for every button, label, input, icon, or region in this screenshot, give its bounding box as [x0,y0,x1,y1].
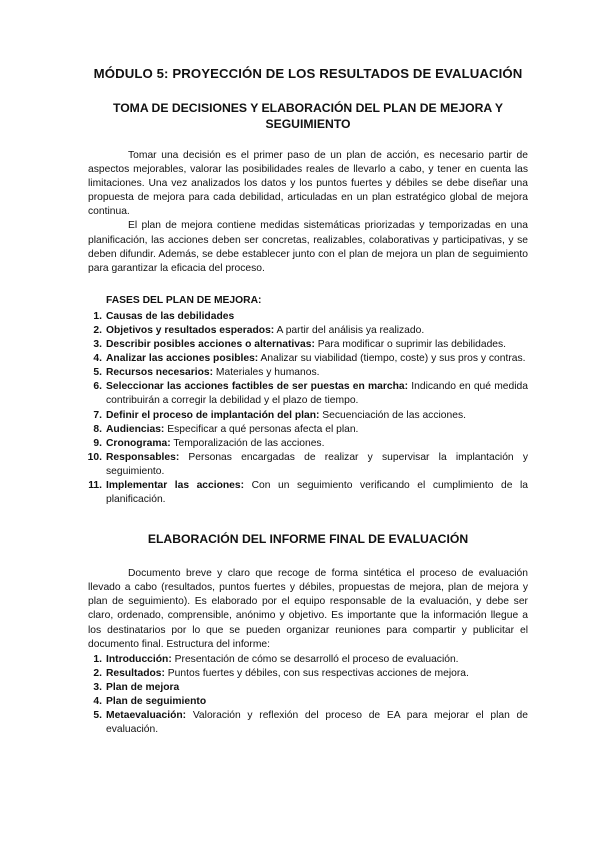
paragraph: El plan de mejora contiene medidas sistemáticas priorizadas y temporizadas en una planificación, las acciones deben ser concretas, realizables, colaborativas y participativas, y se deben difundir. Además, se debe establecer junto con el plan de mejora un plan de seguimiento para garantizar la eficacia del proceso. [88,220,528,274]
list-item [88,366,528,380]
list-term: Audiencias: [106,423,165,435]
page-title: MÓDULO 5: PROYECCIÓN DE LOS RESULTADOS DE EVALUACIÓN [93,66,523,81]
list-number: 11. [88,479,102,491]
list-term: Cronograma: [106,437,171,449]
list-term: Resultados: [106,667,165,679]
list-item [88,352,528,366]
list-term: Recursos necesarios: [106,367,214,379]
list-term: Plan de seguimiento [106,696,207,707]
list-desc: Para modificar o suprimir las debilidades. [314,339,507,351]
list-term: Causas de las debilidades [106,310,235,322]
list-desc: Secuenciación de las acciones. [319,409,466,421]
list-number: 9. [93,437,102,449]
list-number: 4. [93,353,102,365]
list-item [88,338,528,352]
list-item [88,451,528,479]
list-term: Objetivos y resultados esperados: [106,324,275,336]
list-desc: Indicando en qué medida contribuirán a corregir la debilidad y el plazo de tiempo. [106,381,528,407]
list-item [88,681,528,695]
fases-title: FASES DEL PLAN DE MEJORA: [106,294,262,306]
section-heading-informe-final: ELABORACIÓN DEL INFORME FINAL DE EVALUACIÓN [147,532,469,547]
list-item [88,423,528,437]
list-term: Seleccionar las acciones factibles de ser puestas en marcha: [106,381,409,393]
list-desc: Analizar su viabilidad (tiempo, coste) y sus pros y contras. [258,353,526,365]
list-number: 10. [87,451,102,463]
list-desc: Puntos fuertes y débiles, con sus respectivas acciones de mejora. [164,667,469,679]
list-item [88,695,528,709]
list-desc: Personas encargadas de realizar y supervisar la implantación y seguimiento. [106,451,528,477]
list-item [88,324,528,338]
list-desc: Temporalización de las acciones. [170,437,325,449]
list-term: Implementar las acciones: [106,479,245,491]
paragraph: Tomar una decisión es el primer paso de un plan de acción, es necesario partir de aspectos mejorables, valorar las posibilidades reales de llevarlo a cabo, y tener en cuenta las limitaciones. Una vez analizados los datos y los puntos fuertes y débiles se debe diseñar una propuesta de mejora para cada debilidad, articuladas en un plan estratégico global de mejora continua. [88,150,528,218]
list-number: 3. [93,339,102,351]
list-number: 3. [93,681,102,693]
list-item [88,310,528,324]
fases-list [88,310,528,507]
list-item [88,437,528,451]
list-term: Responsables: [106,451,180,463]
list-number: 4. [93,696,102,707]
list-desc: Materiales y humanos. [213,367,320,379]
list-number: 2. [93,667,102,679]
paragraph: Documento breve y claro que recoge de forma sintética el proceso de evaluación llevado a cabo (resultados, puntos fuertes y débiles, propuestas de mejora, plan de mejora y plan de seguimiento). Es elaborado por el equipo responsable de la evaluación, y debe ser claro, ordenado, comprensible, anónimo y objetivo. Es importante que la información llegue a los destinatarios por lo que se pueden organizar reuniones para compartir y publicitar el documento final. Estructura del informe: [88,568,528,650]
list-desc: Con un seguimiento verificando el cumplimiento de la planificación. [106,479,528,506]
list-number: 6. [93,381,102,393]
list-item [88,667,528,681]
list-term: Metaevaluación: [106,710,187,722]
list-item [88,479,528,507]
list-item [88,380,528,408]
list-term: Introducción: [106,653,172,665]
list-term: Plan de mejora [106,681,180,693]
list-desc: A partir del análisis ya realizado. [274,324,425,336]
list-number: 5. [93,367,102,379]
list-desc: Presentación de cómo se desarrolló el proceso de evaluación. [171,653,459,665]
list-item [88,409,528,423]
list-item [88,653,528,667]
list-number: 2. [93,324,102,336]
list-term: Analizar las acciones posibles: [106,353,259,365]
list-item [88,709,528,737]
informe-structure-list [88,653,528,738]
list-desc: Especificar a qué personas afecta el plan. [164,423,359,435]
list-term: Definir el proceso de implantación del plan: [106,409,320,421]
list-number: 7. [93,409,102,421]
list-desc: Valoración y reflexión del proceso de EA para mejorar el plan de evaluación. [106,710,528,736]
list-number: 8. [93,423,102,435]
list-number: 1. [93,653,102,665]
section-heading-plan-mejora: TOMA DE DECISIONES Y ELABORACIÓN DEL PLAN DE MEJORA Y SEGUIMIENTO [112,101,504,131]
list-number: 5. [93,710,102,722]
list-number: 1. [93,310,102,322]
list-term: Describir posibles acciones o alternativas: [106,339,315,351]
